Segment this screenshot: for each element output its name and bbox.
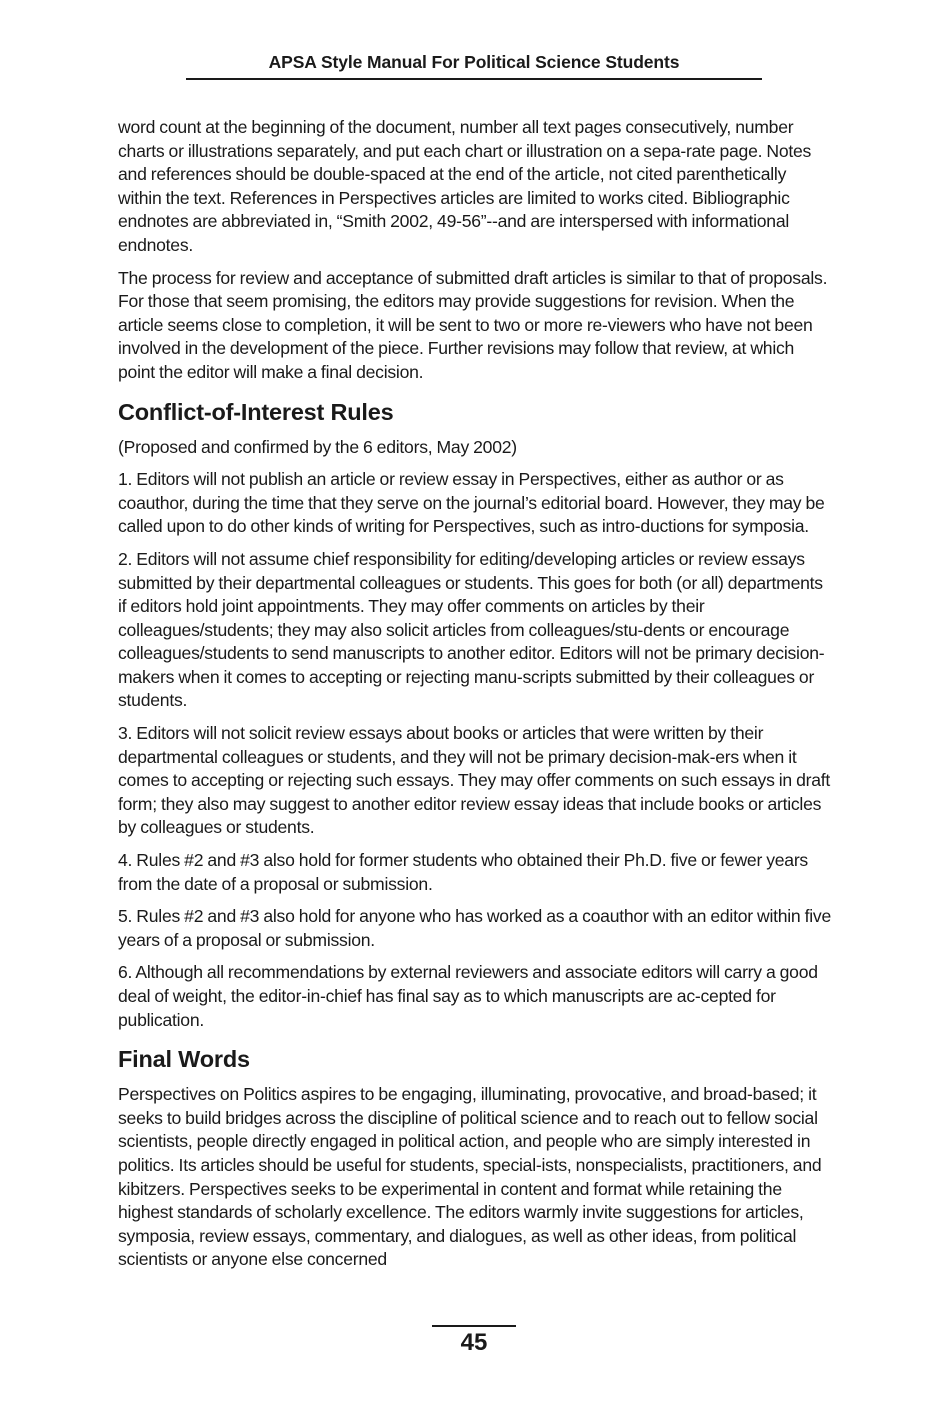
intro-paragraph: word count at the beginning of the document, number all text pages consecutively, number charts or illustrations separately, and put each chart or illustration on a sepa-rate page. Notes and references should be double-spaced at the end of the article, not cited parenthetically within the text. References in Perspectives articles are limited to works cited. Bibliographic endnotes are abbreviated in, “Smith 2002, 49-56”--and are interspersed with informational endnotes. [118, 117, 812, 255]
header-rule [186, 78, 762, 80]
rule-item: 1. Editors will not publish an article or review essay in Perspectives, either as author or as coauthor, during the time that they serve on the journal’s editorial board. However, they may be called upon to do other kinds of writing for Perspectives, such as intro-ductions for symposia. [118, 469, 825, 537]
final-paragraph: Perspectives on Politics aspires to be engaging, illuminating, provocative, and broad-based; it seeks to build bridges across the discipline of political science and to reach out to fellow social scientists, people directly engaged in political action, and people who are simply interested in politics. Its articles should be useful for students, special-ists, nonspecialists, practitioners, and kibitzers. Perspectives seeks to be experimental in content and format while retaining the highest standards of scholarly excellence. The editors warmly invite suggestions for articles, symposia, review essays, commentary, and dialogues, as well as other ideas, from political scientists or anyone else concerned [118, 1084, 822, 1270]
rule-item: 6. Although all recommendations by external reviewers and associate editors will carry a good deal of weight, the editor-in-chief has final say as to which manuscripts are ac-cepted for publication. [118, 962, 818, 1030]
rule-item: 2. Editors will not assume chief responsibility for editing/developing articles or review essays submitted by their departmental colleagues or students. This goes for both (or all) departments if editors hold joint appointments. They may offer comments on articles by their colleagues/students; they may also solicit articles from colleagues/stu-dents or encourage colleagues/students to send manuscripts to another editor. Editors will not be primary decision-makers when it comes to accepting or rejecting manu-scripts submitted by their colleagues or students. [118, 548, 825, 711]
rule-item: 3. Editors will not solicit review essays about books or articles that were written by their departmental colleagues or students, and they will not be primary decision-mak-ers when it comes to accepting or rejecting such essays. They may offer comments on such essays in draft form; they also may suggest to another editor review essay ideas that include books or articles by colleagues or students. [118, 723, 831, 838]
section-heading-final-words: Final Words [118, 1046, 250, 1073]
intro-paragraph: The process for review and acceptance of submitted draft articles is similar to that of proposals. For those that seem promising, the editors may provide suggestions for revision. When the article seems close to completion, it will be sent to two or more re-viewers who have not been involved in the development of the piece. Further revisions may follow that review, at which point the editor will make a final decision. [118, 267, 828, 382]
section-heading-conflict-of-interest: Conflict-of-Interest Rules [118, 398, 394, 425]
rule-item: 4. Rules #2 and #3 also hold for former students who obtained their Ph.D. five or fewer years from the date of a proposal or submission. [118, 850, 808, 894]
page-number: 45 [460, 1329, 488, 1356]
footer-rule [432, 1325, 516, 1327]
page-content [118, 116, 832, 1281]
section-note: (Proposed and confirmed by the 6 editors, May 2002) [118, 436, 517, 457]
running-header: APSA Style Manual For Political Science Students [268, 52, 680, 72]
rule-item: 5. Rules #2 and #3 also hold for anyone who has worked as a coauthor with an editor within five years of a proposal or submission. [118, 906, 831, 950]
